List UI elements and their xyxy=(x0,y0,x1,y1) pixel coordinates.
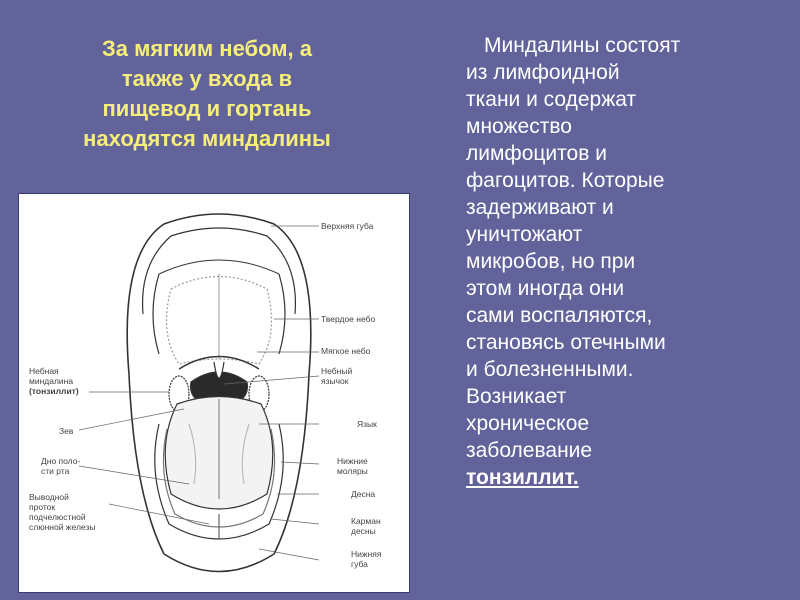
body-line: фагоцитов. Которые xyxy=(466,169,665,192)
title-line: находятся миндалины xyxy=(83,126,331,151)
label-lower-lip-line: Нижняя xyxy=(351,549,382,559)
label-pocket-line: Карман xyxy=(351,516,381,526)
label-floor-line: сти xyxy=(41,466,54,476)
label-duct-line: Выводной xyxy=(29,492,69,502)
label-duct xyxy=(29,492,95,532)
body-line: становясь отечными xyxy=(466,331,666,354)
body-line: задерживают и xyxy=(466,196,614,219)
slide-body-text xyxy=(466,32,786,491)
label-upper-lip: Верхняя губа xyxy=(321,221,374,231)
label-floor-line: Дно поло- xyxy=(41,456,81,466)
label-tonsil-line: миндалина xyxy=(29,376,74,386)
body-line: из лимфоидной xyxy=(466,61,620,84)
oral-cavity-diagram xyxy=(18,193,410,593)
title-line: пищевод и гортань xyxy=(102,96,312,121)
title-line: также у входа в xyxy=(121,66,293,91)
label-uvula xyxy=(321,366,352,386)
label-palatine-tonsil xyxy=(29,366,79,396)
body-line: множество xyxy=(466,115,572,138)
body-line: сами воспаляются, xyxy=(466,304,653,327)
label-tongue: Язык xyxy=(357,419,377,429)
label-fauces: Зев xyxy=(59,426,74,436)
label-mouth-floor xyxy=(41,456,80,476)
body-line: заболевание xyxy=(466,439,593,462)
label-lower-lip xyxy=(351,549,381,569)
label-gum: Десна xyxy=(351,489,376,499)
label-soft-palate: Мягкое небо xyxy=(321,346,371,356)
label-lower-lip-line: губа xyxy=(351,559,368,569)
label-uvula-line: язычок xyxy=(321,376,349,386)
label-duct-line: слюнной железы xyxy=(29,522,96,532)
label-hard-palate: Твердое небо xyxy=(321,314,376,324)
body-line: Возникает xyxy=(466,385,567,408)
body-line: уничтожают xyxy=(466,223,583,246)
body-line: микробов, но при xyxy=(466,250,636,273)
body-line: хроническое xyxy=(466,412,590,435)
label-pocket-line: десны xyxy=(351,526,376,536)
body-line: этом иногда они xyxy=(466,277,625,300)
label-molars-line: Нижние xyxy=(337,456,368,466)
body-line: ткани и содержат xyxy=(466,88,637,111)
label-duct-line: проток xyxy=(29,502,56,512)
label-floor-line: рта xyxy=(56,466,70,476)
label-gum-pocket xyxy=(351,516,381,536)
label-tonsil-line: (тонзиллит) xyxy=(29,386,79,396)
label-tonsil-line: Небная xyxy=(29,366,59,376)
title-line: За мягким небом, а xyxy=(101,36,313,61)
label-duct-line: подчелюстной xyxy=(29,512,86,522)
body-line: и болезненными. xyxy=(466,358,634,381)
body-line: Миндалины состоят xyxy=(484,34,681,57)
tonsillitis-term: тонзиллит. xyxy=(466,466,579,489)
label-molars-line: моляры xyxy=(337,466,368,476)
label-uvula-line: Небный xyxy=(321,366,353,376)
body-line: лимфоцитов и xyxy=(466,142,607,165)
slide-title xyxy=(22,34,392,154)
label-lower-molars xyxy=(337,456,368,476)
